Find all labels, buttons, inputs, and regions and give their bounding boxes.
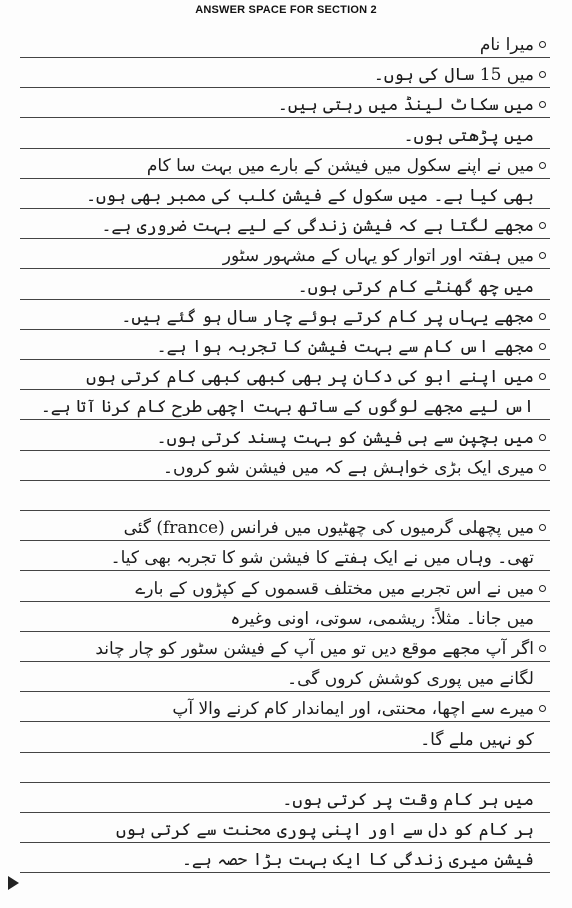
bullet-icon	[539, 343, 546, 350]
ruled-line	[20, 510, 550, 511]
answer-line: میری ایک بڑی خواہش ہے کہ میں فیشن شو کروں۔	[163, 457, 534, 478]
answer-line: میں پچھلی گرمیوں کی چھٹیوں میں فرانس (france) گئی	[123, 518, 534, 539]
answer-line: کو نہیں ملے گا۔	[420, 729, 534, 750]
ruled-line	[20, 842, 550, 843]
bullet-icon	[539, 434, 546, 441]
ruled-line	[20, 540, 550, 541]
ruled-line	[20, 812, 550, 813]
page-corner-arrow-icon	[8, 876, 19, 890]
ruled-line	[20, 480, 550, 481]
ruled-line	[20, 178, 550, 179]
answer-line: ہر کام کو دل سے اور اپنی پوری محنت سے کرتی ہوں	[115, 820, 534, 841]
bullet-icon	[539, 162, 546, 169]
ruled-line	[20, 450, 550, 451]
section-heading: ANSWER SPACE FOR SECTION 2	[195, 4, 377, 16]
ruled-line	[20, 57, 550, 58]
answer-line: اس لیے مجھے لوگوں کے ساتھ بہت اچھی طرح کام کرنا آتا ہے۔	[40, 397, 534, 418]
answer-line: بھی کیا ہے۔ میں سکول کے فیشن کلب کی ممبر بھی ہوں۔	[86, 186, 534, 206]
ruled-line	[20, 661, 550, 662]
ruled-line	[20, 570, 550, 571]
answer-line: میں ہفتہ اور اتوار کو یہاں کے مشہور سٹور	[222, 246, 534, 267]
ruled-line	[20, 419, 550, 420]
ruled-line	[20, 601, 550, 602]
answer-line: میں جانا۔ مثلاً: ریشمی، سوتی، اونی وغیرہ	[230, 608, 534, 629]
ruled-line	[20, 148, 550, 149]
bullet-icon	[539, 585, 546, 592]
answer-line: اگر آپ مجھے موقع دیں تو میں آپ کے فیشن سٹور کو چار چاند	[95, 639, 534, 659]
bullet-icon	[539, 101, 546, 108]
answer-line: میرا نام	[479, 35, 534, 55]
bullet-icon	[539, 705, 546, 712]
answer-line: مجھے لگتا ہے کہ فیشن زندگی کے لیے بہت ضروری ہے۔	[101, 216, 534, 237]
bullet-icon	[539, 41, 546, 48]
answer-line: لگانے میں پوری کوشش کروں گی۔	[287, 669, 534, 690]
answer-line: مجھے یہاں پر کام کرتے ہوئے چار سال ہو گئے ہیں۔	[121, 306, 534, 327]
ruled-line	[20, 329, 550, 330]
ruled-line	[20, 87, 550, 88]
ruled-line	[20, 359, 550, 360]
bullet-icon	[539, 222, 546, 229]
ruled-line	[20, 389, 550, 390]
ruled-line	[20, 268, 550, 269]
answer-line: میں نے اپنے سکول میں فیشن کے بارے میں بہت سا کام	[146, 155, 534, 176]
answer-line: میں پڑھتی ہوں۔	[403, 125, 534, 146]
answer-line: میں سکاٹ لینڈ میں رہتی ہیں۔	[277, 95, 534, 116]
ruled-line	[20, 721, 550, 722]
answer-line: میں اپنے ابو کی دکان پر بھی کبھی کبھی کام کرتی ہوں	[86, 367, 534, 388]
answer-line: تھی۔ وہاں میں نے ایک ہفتے کا فیشن شو کا تجربہ بھی کیا۔	[110, 548, 534, 569]
ruled-line	[20, 752, 550, 753]
ruled-line	[20, 299, 550, 300]
bullet-icon	[539, 464, 546, 471]
answer-line: مجھے اس کام سے بہت فیشن کا تجربہ ہوا ہے۔	[156, 337, 534, 357]
answer-line: میں 15 سال کی ہوں۔	[373, 65, 534, 86]
ruled-line	[20, 238, 550, 239]
answer-line: فیشن میری زندگی کا ایک بہت بڑا حصہ ہے۔	[181, 850, 534, 871]
ruled-line	[20, 208, 550, 209]
answer-line: میرے سے اچھا، محنتی، اور ایماندار کام کرنے والا آپ	[172, 699, 534, 720]
bullet-icon	[539, 373, 546, 380]
ruled-line	[20, 782, 550, 783]
ruled-line	[20, 631, 550, 632]
bullet-icon	[539, 71, 546, 78]
bullet-icon	[539, 252, 546, 259]
bullet-icon	[539, 313, 546, 320]
answer-line: میں نے اس تجربے میں مختلف قسموں کے کپڑوں کے بارے	[135, 578, 534, 599]
ruled-line	[20, 872, 550, 873]
bullet-icon	[539, 524, 546, 531]
answer-line: میں بچپن سے ہی فیشن کو بہت پسند کرتی ہوں۔	[156, 427, 534, 448]
ruled-line	[20, 691, 550, 692]
bullet-icon	[539, 645, 546, 652]
answer-line: میں چھ گھنٹے کام کرتی ہوں۔	[297, 276, 534, 297]
ruled-line	[20, 117, 550, 118]
answer-line: میں ہر کام وقت پر کرتی ہوں۔	[282, 790, 534, 810]
